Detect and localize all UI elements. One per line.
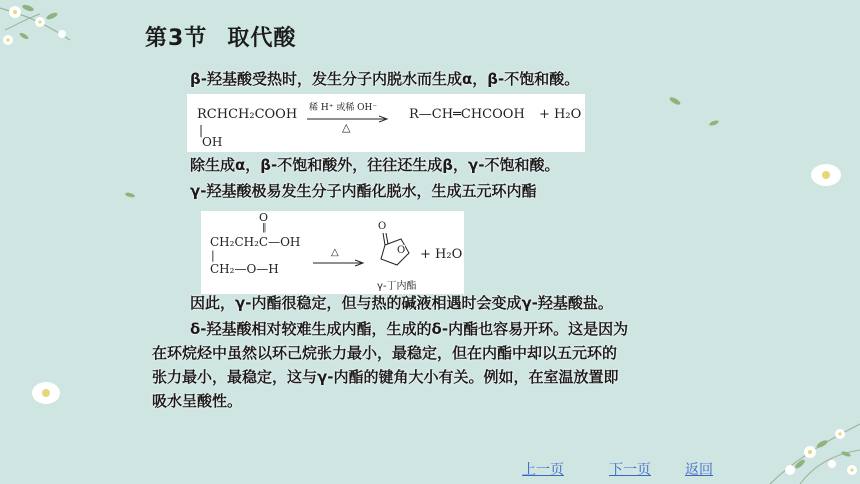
product-formula: R—CH═CHCOOH (409, 107, 525, 122)
reactant-chain-bond: | (211, 249, 215, 262)
white-flower-icon (28, 378, 64, 408)
reaction-condition-heat: △ (331, 247, 339, 258)
reactant-hydroxyl-group: CH₂—O—H (210, 262, 279, 276)
leaf-icon (708, 118, 720, 128)
reaction-arrow-icon (313, 259, 365, 267)
white-flower-icon (808, 160, 844, 190)
lactone-carbonyl-oxygen: O (378, 221, 387, 232)
carbonyl-oxygen: O (259, 211, 269, 224)
paragraph-lactone-stability: 因此，γ-内酯很稳定，但与热的碱液相遇时会变成γ-羟基酸盐。 (190, 294, 613, 312)
slide-title (145, 21, 296, 52)
reaction-condition-catalyst: 稀 H⁺ 或稀 OH⁻ (309, 103, 378, 113)
reactant-branch: | (199, 123, 204, 137)
back-link[interactable]: 返回 (685, 462, 713, 478)
prev-page-link[interactable]: 上一页 (522, 462, 564, 478)
section-number: 第3节 (145, 26, 208, 51)
paragraph-beta-hydroxy-heating: β-羟基酸受热时，发生分子内脱水而生成α，β-不饱和酸。 (190, 70, 580, 88)
leaf-icon (124, 190, 136, 200)
paragraph-delta-line-1: δ-羟基酸相对较难生成内酯，生成的δ-内酯也容易开环。这是因为 (190, 320, 629, 338)
next-page-link[interactable]: 下一页 (609, 462, 651, 478)
paragraph-delta-line-2: 在环烷烃中虽然以环己烷张力最小，最稳定，但在内酯中却以五元环的 (152, 344, 618, 362)
reactant-formula: RCHCH₂COOH (197, 107, 298, 122)
product-name-label: γ-丁内酯 (377, 281, 417, 292)
paragraph-gamma-lactone-formation: γ-羟基酸极易发生分子内酯化脱水，生成五元环内酯 (190, 182, 537, 200)
flower-branch-decoration-top-left (0, 0, 90, 70)
paragraph-unsaturated-acids: 除生成α，β-不饱和酸外，往往还生成β，γ-不饱和酸。 (190, 156, 560, 174)
flower-branch-decoration-bottom-right (760, 404, 860, 484)
paragraph-delta-line-3: 张力最小，最稳定，这与γ-内酯的键角大小有关。例如，在室温放置即 (152, 368, 619, 386)
paragraph-delta-line-4: 吸水呈酸性。 (152, 392, 243, 410)
reactant-hydroxyl: OH (202, 135, 223, 149)
reactant-chain: CH₂CH₂C—OH (210, 235, 301, 249)
carbonyl-double-bond: ‖ (262, 223, 267, 233)
section-title: 取代酸 (227, 26, 297, 51)
reaction-equation-dehydration (187, 94, 585, 152)
lactone-ring-oxygen: O (397, 245, 406, 256)
water-product: + H₂O (420, 247, 463, 262)
reaction-equation-lactonization (201, 211, 464, 294)
leaf-icon (668, 96, 682, 106)
reaction-condition-heat: △ (342, 121, 351, 134)
water-product: + H₂O (539, 107, 582, 122)
lactone-ring-structure (371, 225, 417, 273)
